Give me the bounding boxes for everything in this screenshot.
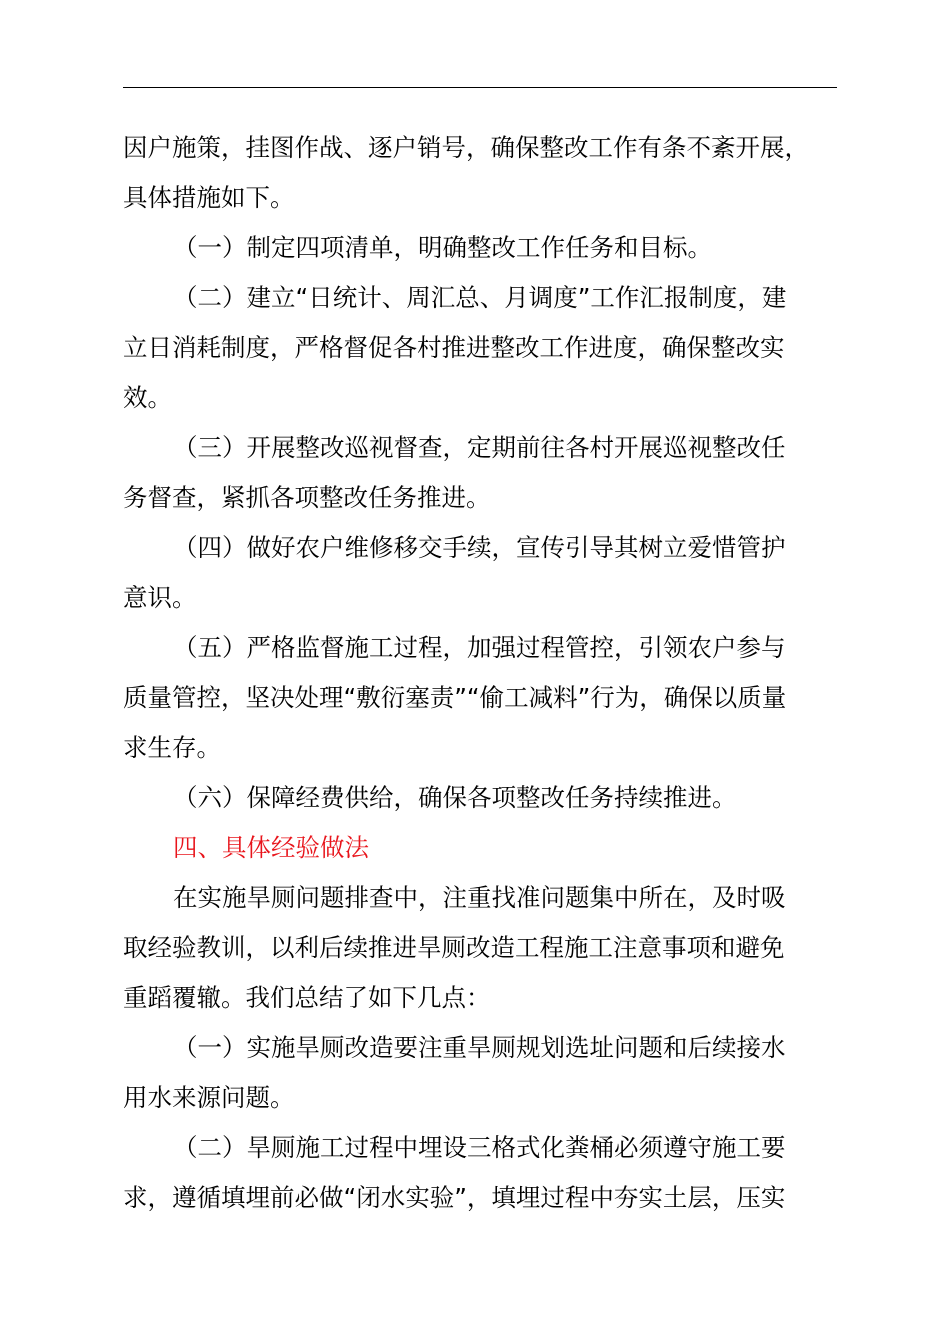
body-line: 立日消耗制度，严格督促各村推进整改工作进度，确保整改实 <box>123 333 785 362</box>
body-line: 求生存。 <box>123 733 221 762</box>
list-item: （二）建立“日统计、周汇总、月调度”工作汇报制度，建 <box>173 283 787 312</box>
body-line: 因户施策，挂图作战、逐户销号，确保整改工作有条不紊开展， <box>123 133 809 162</box>
list-item: （一）实施旱厕改造要注重旱厕规划选址问题和后续接水 <box>173 1033 786 1062</box>
body-line: 求，遵循填埋前必做“闭水实验”，填埋过程中夯实土层，压实 <box>123 1183 786 1212</box>
list-item: （六）保障经费供给，确保各项整改任务持续推进。 <box>173 783 737 812</box>
list-item: （一）制定四项清单，明确整改工作任务和目标。 <box>173 233 712 262</box>
body-line: 务督查，紧抓各项整改任务推进。 <box>123 483 491 512</box>
body-line: 意识。 <box>123 583 197 612</box>
body-line: 取经验教训，以利后续推进旱厕改造工程施工注意事项和避免 <box>123 933 785 962</box>
body-line: 重蹈覆辙。我们总结了如下几点： <box>123 983 491 1012</box>
body-line: 具体措施如下。 <box>123 183 295 212</box>
list-item: （五）严格监督施工过程，加强过程管控，引领农户参与 <box>173 633 786 662</box>
header-rule <box>123 87 837 88</box>
list-item: （四）做好农户维修移交手续，宣传引导其树立爱惜管护 <box>173 533 786 562</box>
paragraph-start: 在实施旱厕问题排查中，注重找准问题集中所在，及时吸 <box>173 883 786 912</box>
list-item: （三）开展整改巡视督查，定期前往各村开展巡视整改任 <box>173 433 786 462</box>
body-line: 用水来源问题。 <box>123 1083 295 1112</box>
body-line: 效。 <box>123 383 172 412</box>
section-heading: 四、具体经验做法 <box>173 833 369 862</box>
body-line: 质量管控，坚决处理“敷衍塞责”“偷工减料”行为，确保以质量 <box>123 683 787 712</box>
list-item: （二）旱厕施工过程中埋设三格式化粪桶必须遵守施工要 <box>173 1133 786 1162</box>
